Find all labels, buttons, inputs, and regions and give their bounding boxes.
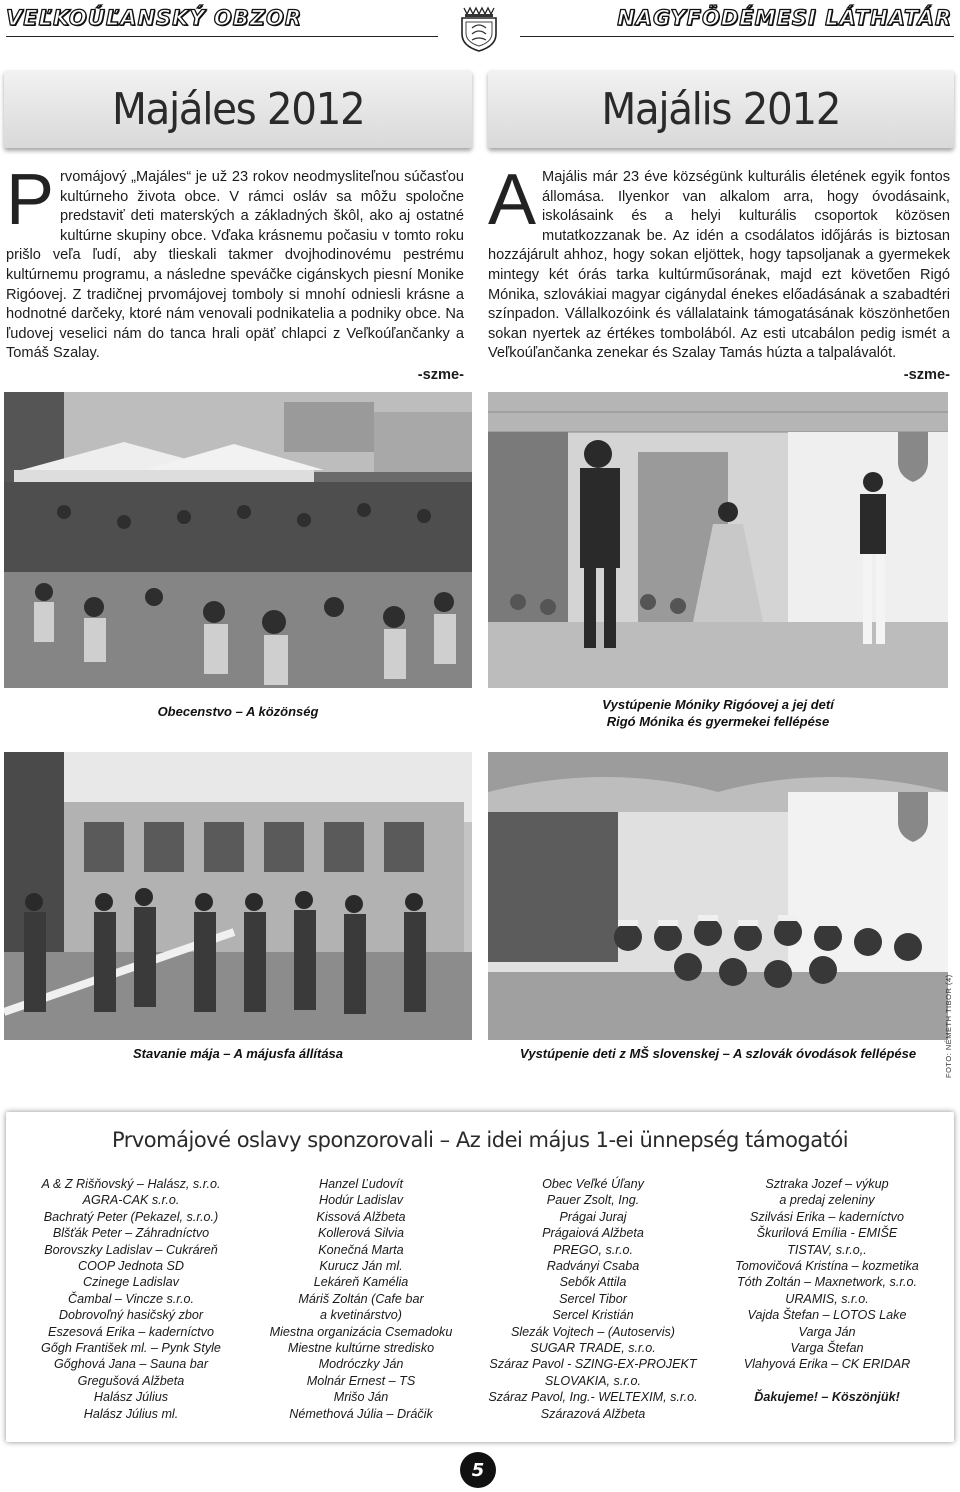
- sponsor-item: Hodúr Ladislav: [318, 1193, 403, 1208]
- sponsor-item: Kurucz Ján ml.: [319, 1259, 403, 1274]
- sponsor-item: Halász Július ml.: [83, 1406, 179, 1421]
- sk-title-panel: [4, 70, 472, 148]
- sponsor-item: Tomovičová Kristína – kozmetika: [735, 1259, 919, 1274]
- sk-article-body: [6, 160, 464, 386]
- sponsor-column-2: [246, 1176, 476, 1422]
- sponsor-item: Gőghová Jana – Sauna bar: [53, 1357, 209, 1372]
- sponsor-item: Kissová Alžbeta: [316, 1209, 406, 1224]
- sponsor-item: Sebők Attila: [559, 1275, 627, 1290]
- sponsor-item: Száraz Pavol, Ing.- WELTEXIM, s.r.o.: [488, 1390, 698, 1405]
- photo-maypole: [4, 752, 472, 1040]
- sponsor-item: Sztraka Jozef – výkup: [765, 1177, 889, 1191]
- sponsor-item: Miestna organizácia Csemadoku: [269, 1324, 453, 1339]
- sponsor-item: Konečná Marta: [318, 1242, 404, 1257]
- sponsor-item: Halász Július: [93, 1390, 169, 1405]
- sponsor-item: Szilvási Erika – kaderníctvo: [750, 1209, 904, 1224]
- sk-dropcap: P: [6, 160, 55, 240]
- sponsor-item: Prágai Juraj: [559, 1209, 627, 1224]
- masthead-rule-left: [6, 36, 438, 37]
- sponsor-item: Pauer Zsolt, Ing.: [546, 1193, 640, 1208]
- sponsor-item: Radványi Csaba: [546, 1259, 640, 1274]
- sponsor-item: Obec Veľké Úľany: [542, 1177, 644, 1191]
- photo-audience: [4, 392, 472, 688]
- sponsor-column-1: [16, 1176, 246, 1422]
- sponsor-item: Dobrovoľný hasičský zbor: [58, 1308, 204, 1323]
- caption-performance: Vystúpenie Móniky Rigóovej a jej detí Rigó Mónika és gyermekei fellépése: [602, 697, 834, 729]
- photo-performance: [488, 392, 948, 688]
- sponsor-item: TISTAV, s.r.o,.: [787, 1242, 867, 1257]
- sk-signature: -szme-: [417, 366, 464, 383]
- sponsor-item: SUGAR TRADE, s.r.o.: [530, 1341, 656, 1356]
- sponsor-item: Borovszky Ladislav – Cukráreň: [44, 1242, 218, 1257]
- sponsor-item: Száraz Pavol - SZING-EX-PROJEKT: [489, 1357, 697, 1372]
- sponsor-item: Vlahyová Erika – CK ERIDAR: [743, 1357, 911, 1372]
- sponsor-title: Prvomájové oslavy sponzorovali – Az idei május 1-ei ünnepség támogatói: [111, 1128, 849, 1152]
- sk-article-title: Majáles 2012: [111, 83, 365, 135]
- sponsor-item: Sercel Tibor: [559, 1291, 627, 1306]
- sponsor-thanks: Ďakujeme! – Köszönjük!: [754, 1389, 900, 1404]
- sponsor-item: AGRA-CAK s.r.o.: [82, 1193, 180, 1208]
- sk-article-text: rvomájový „Majáles“ je už 23 rokov neodmysliteľnou súčasťou kultúrneho života obce. V rámci osláv sa môžu spoločne predstaviť deti materských a základných škôl, ako aj ostatné kultúrne skupiny obce. Vďaka krásnemu počasiu v tomto roku prišlo veľa ľudí, aby tlieskali takmer dvojhodinovému pestrému kultúrnemu programu, a následne speváčke cigánskych piesní Monike Rigóovej. Z tradičnej prvomájovej tomboly si mnohí odniesli krásne a hodnotné darčeky, ktoré nám venovali podnikatelia a podniky obce. Na ľudovej veselici nám do tanca hrali opäť chlapci z Veľkoúľančanky a Tomáš Szalay.: [6, 169, 464, 362]
- sponsor-column-4: [712, 1176, 942, 1405]
- sponsor-item: Prágaiová Alžbeta: [542, 1226, 644, 1241]
- village-crest-icon: [458, 4, 500, 52]
- masthead-left-title: VEĽKOÚĽANSKÝ OBZOR: [6, 6, 303, 30]
- masthead-rule-right: [520, 36, 954, 37]
- photo-credit: FOTO: NÉMETH TIBOR (4): [944, 974, 953, 1078]
- sponsor-item: a predaj zeleniny: [779, 1193, 875, 1208]
- sponsor-item: A & Z Rišňovský – Halász, s.r.o.: [41, 1177, 221, 1191]
- caption-kindergarten: Vystúpenie deti z MŠ slovenskej – A szlovák óvodások fellépése: [519, 1046, 917, 1061]
- sponsor-item: Mrišo Ján: [333, 1390, 389, 1405]
- page-number: 5: [460, 1452, 496, 1488]
- hu-title-panel: [488, 70, 954, 148]
- hu-article-title: Majális 2012: [601, 83, 841, 135]
- sponsor-item: Miestne kultúrne stredisko: [287, 1341, 435, 1356]
- sponsor-item: a kvetinárstvo): [320, 1308, 402, 1323]
- sponsor-box: [6, 1112, 954, 1442]
- sponsor-item: Lekáreň Kamélia: [313, 1275, 409, 1290]
- sponsor-item: Szárazová Alžbeta: [540, 1406, 646, 1421]
- sponsor-item: Némethová Júlia – Dráčik: [289, 1406, 433, 1421]
- hu-signature: -szme-: [903, 366, 950, 383]
- sponsor-item: COOP Jednota SD: [78, 1259, 184, 1274]
- sponsor-item: Varga Štefan: [790, 1341, 864, 1356]
- sponsor-item: Kollerová Silvia: [317, 1226, 405, 1241]
- masthead-right-title: NAGYFÖDÉMESI LÁTHATÁR: [617, 6, 952, 30]
- sponsor-item: Czinege Ladislav: [83, 1275, 179, 1290]
- sponsor-item: Modróczky Ján: [318, 1357, 404, 1372]
- hu-article-body: [488, 160, 950, 386]
- sponsor-column-3: [478, 1176, 708, 1422]
- sponsor-item: Hanzel Ľudovít: [318, 1177, 403, 1191]
- sponsor-item: Varga Ján: [798, 1324, 856, 1339]
- sponsor-item: Gőgh František ml. – Pynk Style: [41, 1341, 221, 1356]
- sponsor-item: Bachratý Peter (Pekazel, s.r.o.): [43, 1209, 219, 1224]
- sponsor-item: Máriš Zoltán (Cafe bar: [298, 1291, 424, 1306]
- sponsor-item: Sercel Kristián: [552, 1308, 634, 1323]
- sponsor-item: Čambal – Vincze s.r.o.: [68, 1291, 194, 1306]
- sponsor-item: Molnár Ernest – TS: [306, 1373, 416, 1388]
- sponsor-item: Slezák Vojtech – (Autoservis): [510, 1324, 676, 1339]
- sponsor-item: PREGO, s.r.o.: [552, 1242, 633, 1257]
- caption-maypole: Stavanie mája – A májusfa állítása: [132, 1046, 344, 1061]
- caption-audience: Obecenstvo – A közönség: [157, 704, 319, 719]
- sponsor-item: Vajda Štefan – LOTOS Lake: [747, 1308, 907, 1323]
- sponsor-item: Blšťák Peter – Záhradníctvo: [52, 1226, 210, 1241]
- sponsor-item: Tóth Zoltán – Maxnetwork, s.r.o.: [736, 1275, 918, 1290]
- sponsor-item: Škurilová Emília - EMIŠE: [756, 1226, 898, 1241]
- sponsor-item: URAMIS, s.r.o.: [785, 1291, 869, 1306]
- hu-dropcap: A: [488, 160, 537, 240]
- photo-kindergarten: [488, 752, 948, 1040]
- sponsor-item: SLOVAKIA, s.r.o.: [544, 1373, 642, 1388]
- hu-article-text: Majális már 23 éve községünk kulturális életének egyik fontos állomása. Ilyenkor van alkalom arra, hogy óvodásaink, iskolásaink és a helyi kulturális csoportok közösen mutatkozzanak be. Az idén a csodálatos időjárás is biztosan hozzájárult ahhoz, hogy sokan eljöttek, hogy tapsoljanak a gyermekek mintegy két órás tarka kultúrműsorának, majd ezt követően Rigó Mónika, szlovákiai magyar cigánydal énekes előadásának a szabadtéri színpadon. Vállalkozóink és vállalataink támogatásának köszönhetően sokan nyertek az értékes tombolából. Az esti utcabálon pedig ismét a Veľkoúľančanka zenekar és Szalay Tamás húzta a talpalávalót.: [488, 169, 950, 362]
- sponsor-item: Eszesová Erika – kaderníctvo: [48, 1324, 214, 1339]
- sponsor-item: Gregušová Alžbeta: [77, 1373, 185, 1388]
